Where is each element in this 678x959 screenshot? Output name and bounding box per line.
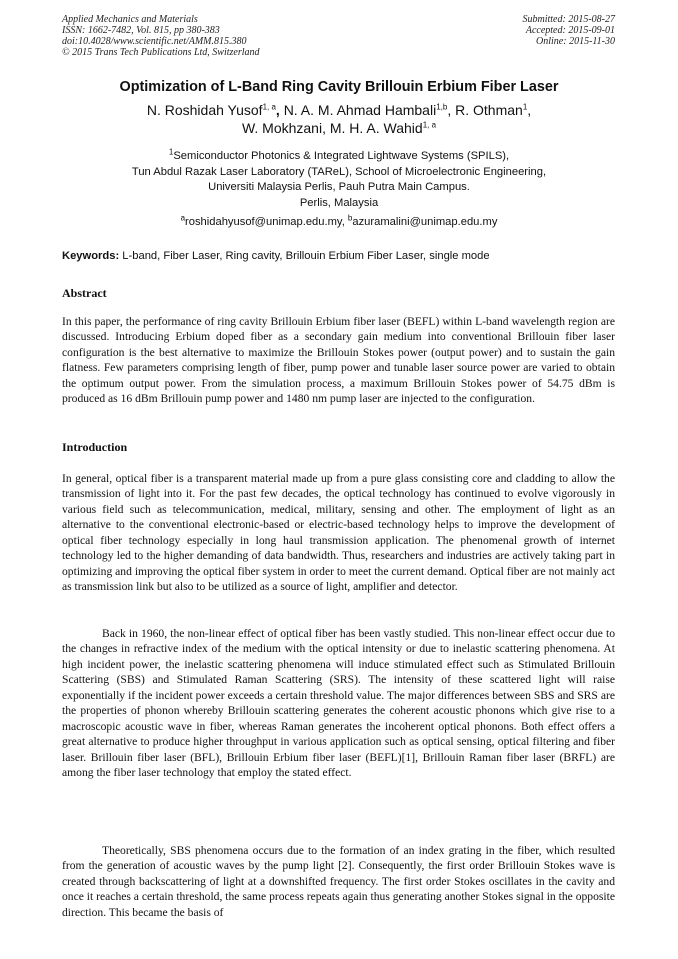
affiliation-mark: 1	[168, 147, 174, 157]
author-affil-mark: 1	[522, 102, 528, 112]
intro-paragraph-3: Theoretically, SBS phenomena occurs due to the formation of an index grating in the fiber, which resulted from the generation of acoustic waves by the pump light [2]. Consequently, the first order Brillouin Stokes wave is created through backscattering of light at a downshifted frequency. The first order Stokes oscillates in the cavity and once it reaches a certain threshold, the same process repeats again thus generating another Stokes signal in the opposite direction. This became the basis of	[62, 844, 615, 919]
author-separator: ,	[527, 102, 532, 118]
journal-doi: doi:10.4028/www.scientific.net/AMM.815.380	[62, 36, 247, 47]
author-affil-mark: 1,b	[436, 102, 448, 112]
publication-dates	[523, 14, 616, 47]
author-emails	[40, 215, 638, 229]
affiliation-line: Semiconductor Photonics & Integrated Lightwave Systems (SPILS),	[173, 150, 510, 162]
author-separator: ,	[275, 102, 284, 118]
journal-header	[62, 14, 260, 58]
intro-paragraph-2: Back in 1960, the non-linear effect of optical fiber has been vastly studied. This non-linear effect occur due to the changes in refractive index of the medium with the optical intensity or due to inelastic scattering phenomena. At high incident power, the inelastic scattering phenomena will induce stimulated effect such as Stimulated Brillouin Scattering (SBS) and Stimulated Raman Scattering (SRS). The intensity of these scattered light will raise exponentially if the incident power exceeds a certain threshold value. The major differences between SBS and SRS are the properties of phonon whereby Brillouin scattering generates the coherent acoustic phonons which give rise to a macroscopic acoustic wave in fiber, whereas Raman generates the incoherent optical phonons. Both effect offers a great alternative to produce higher throughput in various application such as optical sensing, optical filtering and fiber laser. Brillouin fiber laser (BFL), Brillouin Erbium fiber laser (BEFL)[1], Brillouin Raman fiber laser (BRFL) are among the fiber laser technology that employ the stated effect.	[62, 627, 615, 780]
author-name: W. Mokhzani, M. H. A. Wahid	[241, 120, 423, 136]
author-list	[40, 101, 638, 137]
abstract-text: In this paper, the performance of ring cavity Brillouin Erbium fiber laser (BEFL) within L-band wavelength region are discussed. Introducing Erbium doped fiber as a secondary gain medium into conventional Brillouin fiber laser configuration is the best alternative to maximize the Brillouin Stokes power (output power) and to sustain the gain flatness. Few parameters comprising length of fiber, pump power and tunable laser source power are varied to obtain the optimum output power. From the simulation process, a maximum Brillouin Stokes power of 54.75 dBm is produced as 16 dBm Brillouin pump power and 1480 nm pump laser are injected to the configuration.	[62, 315, 615, 406]
submitted-date: Submitted: 2015-08-27	[522, 14, 615, 25]
keywords-text: L-band, Fiber Laser, Ring cavity, Brillouin Erbium Fiber Laser, single mode	[119, 250, 490, 262]
intro-paragraph-1: In general, optical fiber is a transparent material made up from a pure glass consisting core and cladding to allow the transmission of light into it. For the past few decades, the optical technology has continued to evolve vigorously in various field such as telecommunication, medical, military, sensing and other. The employment of light as an alternative to the conventional electronic-based or electric-based technology helps to improve the development of optical fiber technology especially in long haul transmission application. The phenomenal growth of internet technology led to the higher demanding of data bandwidth. Thus, researchers and industries are actively taking part in optimizing and improving the optical fiber system in order to meet the current demand. Optical fiber are not mainly act as transmission link but also to be utilized as a source of light, amplifier and detector.	[62, 472, 615, 594]
author-name: N. Roshidah Yusof	[146, 102, 263, 118]
online-date: Online: 2015-11-30	[536, 36, 615, 47]
abstract-heading: Abstract	[62, 286, 107, 300]
accepted-date: Accepted: 2015-09-01	[525, 25, 615, 36]
introduction-heading: Introduction	[62, 440, 128, 454]
journal-copyright: © 2015 Trans Tech Publications Ltd, Switzerland	[62, 47, 260, 58]
author-separator: ,	[447, 102, 456, 118]
email-mark: b	[347, 213, 353, 223]
author-affil-mark: 1, a	[262, 102, 276, 112]
journal-name: Applied Mechanics and Materials	[62, 14, 198, 25]
email-link[interactable]: azuramalini@unimap.edu.my	[352, 216, 498, 228]
author-name: R. Othman	[455, 102, 523, 118]
affiliation-line: Tun Abdul Razak Laser Laboratory (TAReL), School of Microelectronic Engineering,	[131, 165, 547, 178]
keywords-label: Keywords:	[62, 250, 120, 262]
author-name: N. A. M. Ahmad Hambali	[283, 102, 437, 118]
affiliation	[40, 149, 638, 211]
author-affil-mark: 1, a	[422, 120, 437, 130]
affiliation-line: Universiti Malaysia Perlis, Pauh Putra Main Campus.	[208, 181, 470, 193]
paper-title: Optimization of L-Band Ring Cavity Brillouin Erbium Fiber Laser	[119, 79, 559, 95]
keywords	[62, 249, 616, 263]
affiliation-line: Perlis, Malaysia	[299, 196, 379, 209]
email-mark: a	[180, 213, 186, 223]
email-separator: ,	[341, 216, 348, 228]
journal-issn: ISSN: 1662-7482, Vol. 815, pp 380-383	[62, 25, 220, 36]
email-link[interactable]: roshidahyusof@unimap.edu.my	[185, 216, 342, 228]
